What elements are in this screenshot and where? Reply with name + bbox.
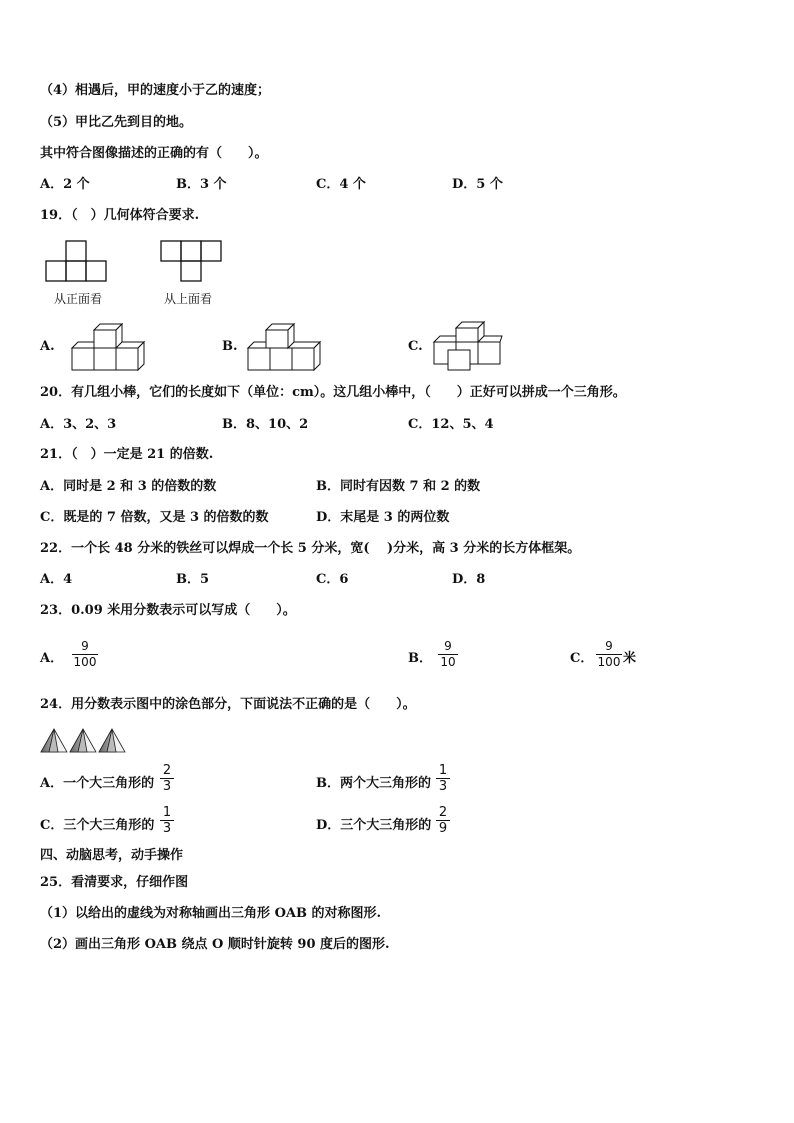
statement-4: （4）相遇后，甲的速度小于乙的速度；: [40, 83, 271, 98]
q25-item-1: （1）以给出的虚线为对称轴画出三角形 OAB 的对称图形.: [40, 906, 382, 921]
q23-option-a-letter: A．: [40, 651, 64, 666]
q25-stem: 25．看清要求，仔细作图: [40, 875, 189, 890]
fraction-denominator: 100: [73, 655, 97, 669]
q19-option-b-letter: B.: [222, 339, 238, 354]
q24-option-d-fraction: [436, 806, 450, 835]
fraction-denominator: 10: [440, 655, 456, 669]
fraction-numerator: 9: [444, 639, 452, 653]
fraction-numerator: 2: [438, 805, 448, 820]
q22-option-c: C．6: [316, 572, 349, 587]
q23-option-b-letter: B．: [408, 651, 432, 666]
q19-option-a-letter: A.: [40, 339, 55, 354]
fraction-denominator: 9: [438, 821, 448, 836]
q21-option-b: B．同时有因数 7 和 2 的数: [316, 479, 481, 494]
q21-option-d: D．末尾是 3 的两位数: [316, 510, 450, 525]
q20-option-a: A．3、2、3: [40, 417, 117, 432]
shaded-triangles-figure: [40, 728, 128, 754]
q18-option-d: D．5 个: [452, 177, 503, 192]
q22-option-a: A．4: [40, 572, 73, 587]
section-4-title: 四、动脑思考，动手操作: [40, 848, 184, 863]
solid-a-figure: [72, 324, 144, 372]
q19-stem: 19．（ ）几何体符合要求.: [40, 208, 200, 223]
solid-c-figure: [432, 322, 504, 372]
top-view-caption: 从上面看: [164, 292, 213, 306]
front-view-figure: [46, 240, 110, 284]
fraction-denominator: 100: [597, 655, 621, 669]
q20-option-c: C．12、5、4: [408, 417, 494, 432]
fraction-numerator: 9: [81, 639, 89, 653]
q23-stem: 23．0.09 米用分数表示可以写成（ ）。: [40, 603, 296, 618]
q24-option-c: C．三个大三角形的: [40, 818, 155, 833]
q18-ask: 其中符合图像描述的正确的有（ ）。: [40, 146, 268, 161]
q23-option-c-letter: C．: [570, 651, 594, 666]
q22-option-b: B．5: [176, 572, 210, 587]
q23-option-c-fraction: [596, 640, 622, 669]
fraction-numerator: 1: [438, 763, 448, 778]
q18-option-b: B．3 个: [176, 177, 227, 192]
q24-stem: 24．用分数表示图中的涂色部分，下面说法不正确的是（ ）。: [40, 697, 416, 712]
q24-option-a-fraction: [160, 764, 174, 793]
fraction-denominator: 3: [162, 821, 172, 836]
q21-option-c: C．既是的 7 倍数，又是 3 的倍数的数: [40, 510, 269, 525]
q23-option-c-unit: 米: [623, 651, 637, 666]
q24-option-d: D．三个大三角形的: [316, 818, 432, 833]
q24-option-b: B．两个大三角形的: [316, 776, 431, 791]
q18-option-c: C．4 个: [316, 177, 366, 192]
q22-stem: 22．一个长 48 分米的铁丝可以焊成一个长 5 分米，宽( )分米，高 3 分米的长方体框架。: [40, 541, 581, 556]
q18-option-a: A．2 个: [40, 177, 90, 192]
q20-option-b: B．8、10、2: [222, 417, 309, 432]
front-view-caption: 从正面看: [54, 292, 103, 306]
q23-option-b-fraction: [438, 640, 458, 669]
q24-option-b-fraction: [436, 764, 450, 793]
q24-option-a: A．一个大三角形的: [40, 776, 155, 791]
q24-option-c-fraction: [160, 806, 174, 835]
fraction-denominator: 3: [162, 779, 172, 794]
q22-option-d: D．8: [452, 572, 486, 587]
fraction-numerator: 2: [162, 763, 172, 778]
q21-option-a: A．同时是 2 和 3 的倍数的数: [40, 479, 217, 494]
q19-option-c-letter: C.: [408, 339, 423, 354]
top-view-figure: [161, 240, 225, 284]
solid-b-figure: [246, 322, 322, 372]
q25-item-2: （2）画出三角形 OAB 绕点 O 顺时针旋转 90 度后的图形.: [40, 937, 390, 952]
fraction-denominator: 3: [438, 779, 448, 794]
q20-stem: 20．有几组小棒，它们的长度如下（单位：cm）。这几组小棒中，（ ）正好可以拼成一个三角形。: [40, 385, 626, 400]
fraction-numerator: 9: [605, 639, 613, 653]
statement-5: （5）甲比乙先到目的地。: [40, 115, 193, 130]
fraction-numerator: 1: [162, 805, 172, 820]
q21-stem: 21．（ ）一定是 21 的倍数.: [40, 447, 214, 462]
q23-option-a-fraction: [72, 640, 98, 669]
